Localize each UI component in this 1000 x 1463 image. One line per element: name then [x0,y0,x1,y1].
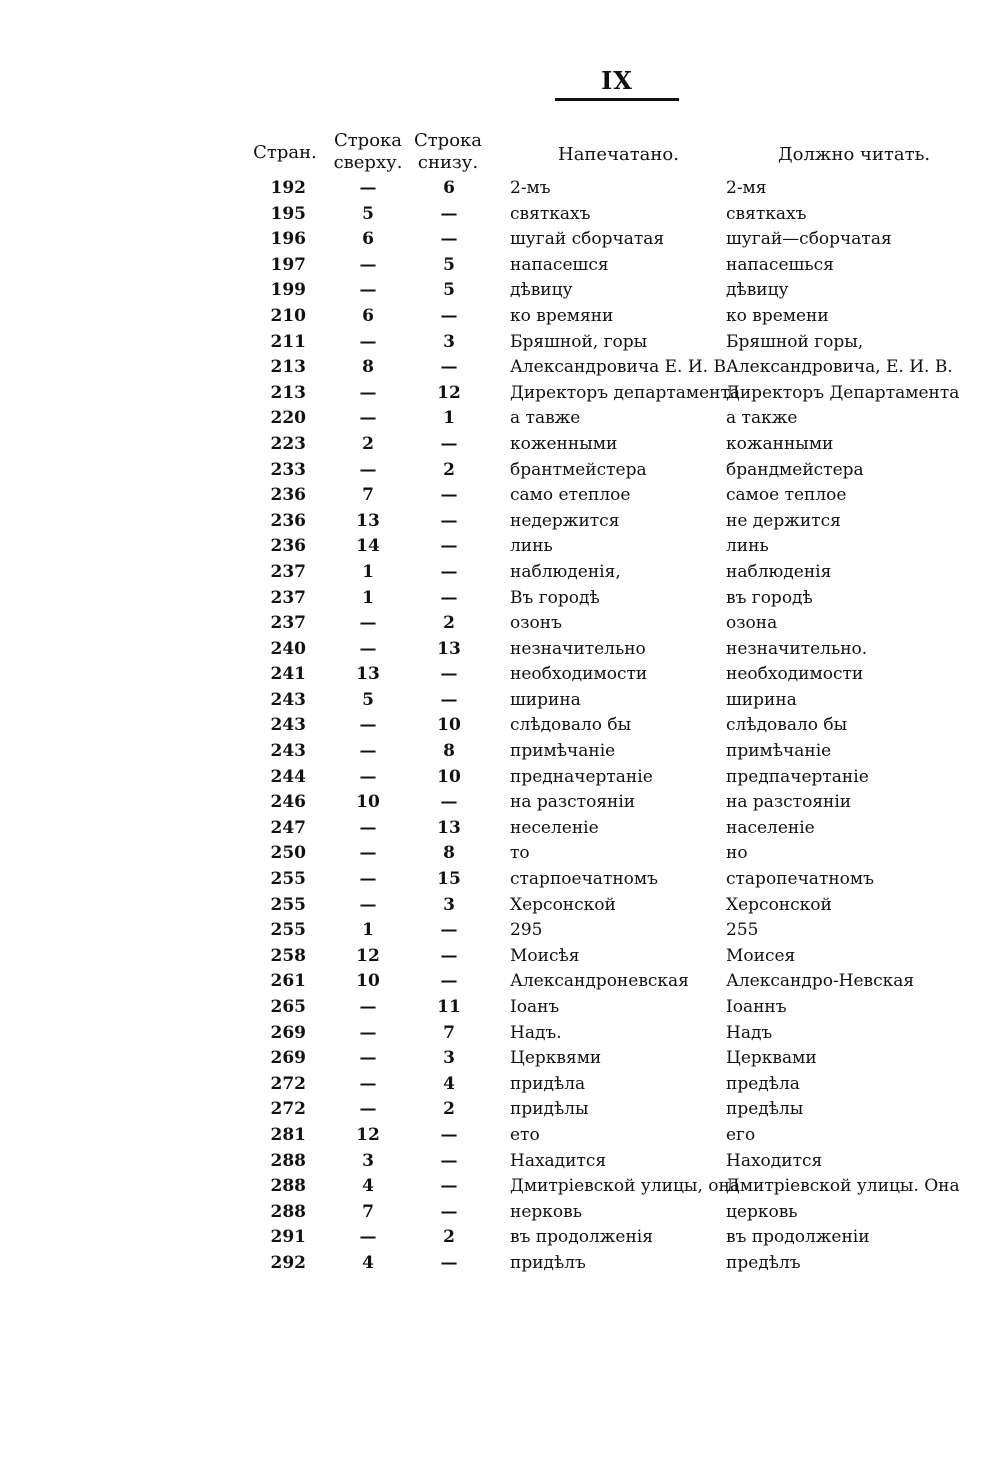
row-should-read: слѣдовало бы [726,715,848,736]
table-row [0,944,1000,970]
row-line-top: — [359,613,377,634]
row-line-top: — [359,715,377,736]
row-printed: озонъ [510,613,562,634]
row-page: 244 [270,766,306,787]
row-should-read: самое теплое [726,485,847,506]
row-line-bottom: 13 [437,638,461,659]
row-line-bottom: — [440,536,458,557]
row-page: 233 [270,459,306,480]
table-row [0,1225,1000,1251]
row-printed: Надъ. [510,1022,562,1043]
row-should-read: а также [726,408,798,429]
row-line-bottom: 2 [443,613,455,634]
table-row [0,355,1000,381]
row-printed: само етеплое [510,485,631,506]
row-line-bottom: 3 [443,1048,455,1069]
row-line-top: 4 [362,1176,374,1197]
row-line-top: 6 [362,305,374,326]
row-line-top: 2 [362,433,374,454]
row-should-read: наблюденія [726,561,832,582]
row-line-bottom: 11 [437,997,461,1017]
header-printed: Напечатано. [558,144,679,165]
row-line-top: 10 [356,792,380,813]
row-should-read: Находится [726,1150,823,1171]
row-printed: Іоанъ [510,997,560,1017]
row-should-read: напасешься [726,254,834,275]
row-page: 211 [270,331,306,352]
row-page: 255 [270,869,306,890]
row-line-top: 13 [356,664,380,685]
row-printed: то [510,843,530,864]
table-row [0,458,1000,484]
table-row [0,304,1000,330]
row-line-bottom: — [440,305,458,326]
row-line-bottom: — [440,433,458,454]
row-line-top: 3 [362,1150,374,1171]
row-should-read: его [726,1124,756,1145]
row-should-read: населеніе [726,817,815,838]
row-line-top: 12 [356,945,380,966]
table-row [0,1072,1000,1098]
row-line-bottom: — [440,1124,458,1145]
row-printed: Александровича Е. И. В. [510,357,732,378]
table-row [0,662,1000,688]
row-page: 243 [270,715,306,736]
row-printed: брантмейстера [510,459,647,480]
table-row [0,816,1000,842]
row-should-read: ко времени [726,305,829,326]
table-row [0,202,1000,228]
row-printed: въ продолженія [510,1227,653,1248]
table-row [0,918,1000,944]
table-row [0,841,1000,867]
row-line-top: 7 [362,485,374,506]
row-page: 246 [270,792,306,813]
row-printed: Церквями [510,1048,602,1069]
row-line-top: — [359,178,377,198]
table-row [0,432,1000,458]
table-row [0,1149,1000,1175]
page-number: IX [601,66,633,95]
row-page: 237 [270,587,306,608]
row-page: 220 [270,408,306,429]
table-row [0,560,1000,586]
row-printed: ширина [510,689,581,710]
row-printed: 2-мъ [510,178,551,198]
row-page: 288 [270,1176,306,1197]
row-line-top: — [359,638,377,659]
row-page: 288 [270,1201,306,1222]
row-line-top: 8 [362,357,374,378]
row-line-bottom: — [440,203,458,224]
row-should-read: брандмейстера [726,459,864,480]
row-page: 291 [270,1227,306,1248]
row-should-read: въ городѣ [726,587,813,608]
row-line-top: — [359,843,377,864]
row-should-read: незначительно. [726,638,868,659]
row-line-top: — [359,459,377,480]
table-row [0,1174,1000,1200]
table-row [0,637,1000,663]
row-printed: Дмитріевской улицы, она [510,1176,740,1197]
row-should-read: 2-мя [726,178,767,198]
row-should-read: Церквами [726,1048,817,1069]
row-page: 272 [270,1099,306,1120]
row-line-bottom: 3 [443,331,455,352]
row-line-bottom: — [440,792,458,813]
row-line-top: 7 [362,1201,374,1222]
row-printed: необходимости [510,664,648,685]
row-page: 243 [270,741,306,762]
row-page: 223 [270,433,306,454]
table-row [0,534,1000,560]
row-printed: коженными [510,433,618,454]
table-row [0,1097,1000,1123]
row-should-read: предѣлы [726,1099,804,1120]
row-line-bottom: 4 [443,1073,455,1094]
row-printed: линь [510,536,553,557]
table-row [0,509,1000,535]
row-should-read: предѣлъ [726,1252,801,1273]
row-line-bottom: — [440,229,458,250]
row-line-top: 1 [362,920,374,941]
table-row [0,765,1000,791]
row-page: 196 [270,229,306,250]
row-line-top: 10 [356,971,380,992]
row-printed: Александроневская [510,971,689,992]
table-row [0,893,1000,919]
row-line-bottom: 10 [437,715,461,736]
table-row [0,739,1000,765]
row-should-read: Надъ [726,1022,773,1043]
row-printed: Нахадится [510,1150,607,1171]
header-should-read: Должно читать. [778,144,931,165]
row-page: 281 [270,1124,306,1145]
table-row [0,1123,1000,1149]
row-line-bottom: 3 [443,894,455,915]
row-should-read: въ продолженіи [726,1227,870,1248]
row-printed: Директоръ департамента [510,382,741,403]
row-line-top: 6 [362,229,374,250]
row-should-read: церковь [726,1201,798,1222]
row-page: 247 [270,817,306,838]
row-page: 241 [270,664,306,685]
row-line-bottom: — [440,664,458,685]
table-row [0,586,1000,612]
table-row [0,713,1000,739]
row-line-bottom: 8 [443,843,455,864]
row-line-bottom: 2 [443,1227,455,1248]
row-line-bottom: — [440,920,458,941]
row-line-bottom: 7 [443,1022,455,1043]
row-printed: неселеніе [510,817,599,838]
table-row [0,253,1000,279]
row-printed: примѣчаніе [510,741,616,762]
row-printed: ето [510,1124,540,1145]
table-row [0,1046,1000,1072]
row-printed: наблюденія, [510,561,621,582]
row-line-bottom: — [440,1201,458,1222]
row-line-bottom: — [440,689,458,710]
row-page: 213 [270,357,306,378]
row-line-top: — [359,766,377,787]
row-line-bottom: — [440,510,458,531]
row-printed: а тавже [510,408,581,429]
row-line-top: 12 [356,1124,380,1145]
row-line-top: — [359,1099,377,1120]
row-printed: нерковь [510,1201,582,1222]
table-row [0,227,1000,253]
table-row [0,995,1000,1021]
row-printed: слѣдовало бы [510,715,632,736]
row-printed: напасешся [510,254,609,275]
table-row [0,688,1000,714]
table-row [0,483,1000,509]
row-line-top: 1 [362,587,374,608]
row-line-top: 5 [362,689,374,710]
row-line-top: — [359,869,377,890]
row-should-read: предѣла [726,1073,800,1094]
row-line-bottom: 12 [437,382,461,403]
row-line-top: — [359,254,377,275]
row-line-top: 5 [362,203,374,224]
row-line-top: — [359,382,377,403]
row-should-read: предпачертаніе [726,766,869,787]
row-page: 210 [270,305,306,326]
row-printed: придѣлъ [510,1252,586,1273]
row-should-read: Моисея [726,945,796,966]
row-page: 195 [270,203,306,224]
row-line-top: — [359,408,377,429]
row-should-read: святкахъ [726,203,807,224]
row-line-bottom: 2 [443,459,455,480]
header-page: Стран. [253,142,317,163]
row-page: 272 [270,1073,306,1094]
errata-table [0,176,1000,1277]
row-page: 250 [270,843,306,864]
row-should-read: 255 [726,920,759,941]
row-should-read: линь [726,536,769,557]
row-should-read: необходимости [726,664,864,685]
row-page: 292 [270,1252,306,1273]
row-page: 261 [270,971,306,992]
row-line-bottom: — [440,945,458,966]
row-page: 255 [270,920,306,941]
row-printed: Бряшной, горы [510,331,648,352]
table-row [0,1200,1000,1226]
row-page: 288 [270,1150,306,1171]
row-line-top: 4 [362,1252,374,1273]
row-should-read: на разстояніи [726,792,852,813]
row-line-bottom: 15 [437,869,461,890]
table-row [0,176,1000,202]
row-line-top: 14 [356,536,380,557]
row-should-read: Херсонской [726,894,832,915]
row-page: 236 [270,536,306,557]
row-printed: дѣвицу [510,280,573,301]
row-should-read: Александро-Невская [726,971,915,992]
row-page: 237 [270,613,306,634]
row-page: 236 [270,510,306,531]
row-should-read: ширина [726,689,797,710]
row-line-bottom: — [440,357,458,378]
table-row [0,278,1000,304]
row-line-top: — [359,1073,377,1094]
row-page: 197 [270,254,306,275]
row-page: 243 [270,689,306,710]
table-row [0,330,1000,356]
row-printed: Въ городѣ [510,587,600,608]
table-row [0,969,1000,995]
table-row [0,406,1000,432]
row-printed: придѣлы [510,1099,589,1120]
header-line-bottom: Строка снизу. [413,130,483,173]
row-page: 237 [270,561,306,582]
row-line-bottom: — [440,971,458,992]
row-line-top: — [359,817,377,838]
row-printed: предначертаніе [510,766,653,787]
row-line-bottom: 5 [443,280,455,301]
row-should-read: Бряшной горы, [726,331,864,352]
row-line-bottom: — [440,1150,458,1171]
row-should-read: Александровича, Е. И. В. [726,357,953,378]
row-line-top: — [359,1022,377,1043]
row-line-top: — [359,894,377,915]
row-should-read: шугай—сборчатая [726,229,892,250]
table-row [0,867,1000,893]
row-printed: ко времяни [510,305,614,326]
row-line-top: — [359,1048,377,1069]
row-line-bottom: — [440,1176,458,1197]
row-printed: шугай сборчатая [510,229,665,250]
row-printed: на разстояніи [510,792,636,813]
row-page: 265 [270,997,306,1017]
page-number-rule [555,98,679,101]
row-should-read: но [726,843,748,864]
row-should-read: старопечатномъ [726,869,874,890]
table-row [0,1021,1000,1047]
row-printed: недержится [510,510,620,531]
row-line-bottom: — [440,1252,458,1273]
row-line-bottom: 13 [437,817,461,838]
row-line-bottom: — [440,485,458,506]
row-printed: 295 [510,920,543,941]
row-should-read: Дмитріевской улицы. Она [726,1176,960,1197]
row-should-read: Директоръ Департамента [726,382,960,403]
table-row [0,611,1000,637]
row-line-bottom: 6 [443,178,455,198]
row-printed: святкахъ [510,203,591,224]
row-page: 269 [270,1048,306,1069]
row-line-bottom: 1 [443,408,455,429]
row-line-top: — [359,997,377,1017]
row-page: 255 [270,894,306,915]
row-line-top: — [359,280,377,301]
header-line-top: Строка сверху. [333,130,403,173]
row-page: 199 [270,280,306,301]
row-printed: незначительно [510,638,646,659]
row-should-read: озона [726,613,778,634]
row-should-read: не держится [726,510,841,531]
row-page: 192 [270,178,306,198]
row-line-top: — [359,741,377,762]
row-page: 269 [270,1022,306,1043]
table-row [0,1251,1000,1277]
row-should-read: кожанными [726,433,834,454]
row-should-read: дѣвицу [726,280,789,301]
table-row [0,790,1000,816]
row-printed: Моисѣя [510,945,580,966]
row-should-read: примѣчаніе [726,741,832,762]
row-printed: придѣла [510,1073,586,1094]
row-line-bottom: 2 [443,1099,455,1120]
row-page: 236 [270,485,306,506]
row-page: 240 [270,638,306,659]
row-should-read: Іоаннъ [726,997,787,1017]
row-line-bottom: 10 [437,766,461,787]
row-line-top: — [359,331,377,352]
table-row [0,381,1000,407]
row-line-top: 1 [362,561,374,582]
row-line-bottom: 5 [443,254,455,275]
row-printed: Херсонской [510,894,616,915]
row-line-bottom: 8 [443,741,455,762]
row-line-bottom: — [440,587,458,608]
row-line-top: 13 [356,510,380,531]
row-printed: старпоечатномъ [510,869,658,890]
row-line-top: — [359,1227,377,1248]
row-page: 258 [270,945,306,966]
row-line-bottom: — [440,561,458,582]
row-page: 213 [270,382,306,403]
